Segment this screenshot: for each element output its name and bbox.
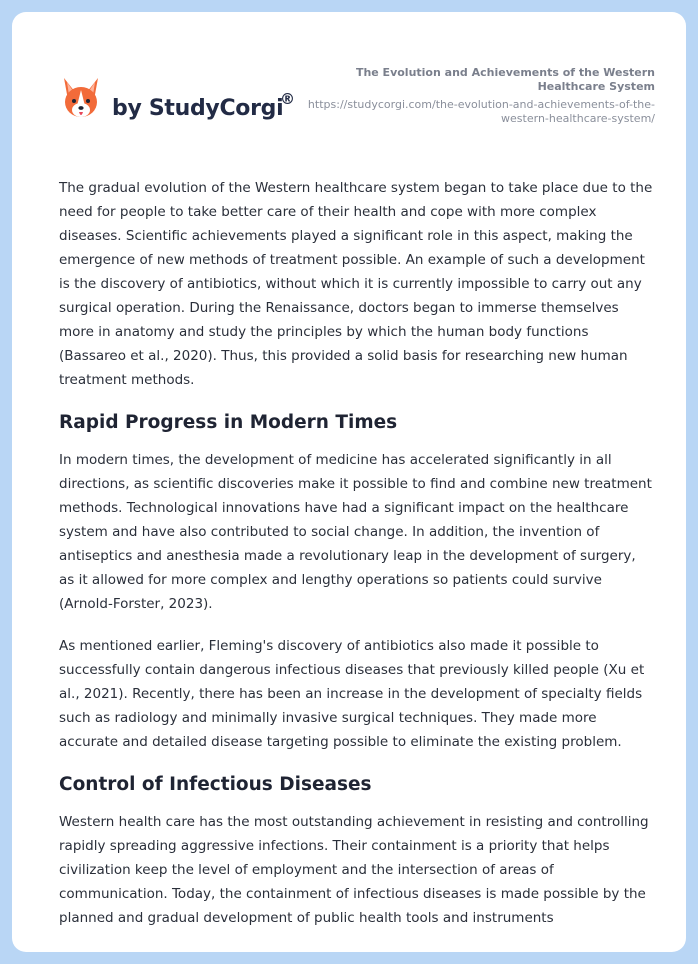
intro-paragraph: The gradual evolution of the Western healthcare system began to take place due to the need for people to take better care of their health and cope with more complex diseases. Scientific achievements played a significant role in this aspect, making the emergence of new methods of treatment possible. An example of such a development is the discovery of antibiotics, without which it is currently impossible to carry out any surgical operation. During the Renaissance, doctors began to immerse themselves more in anatomy and study the principles by which the human body functions (Bassareo et al., 2020). Thus, this provided a solid basis for researching new human treatment methods. [59,180,653,388]
section2-paragraph-1: Western health care has the most outstanding achievement in resisting and controlling rapidly spreading aggressive infections. Their containment is a priority that helps civilization keep the level of employment and the intersection of areas of communication. Today, the containment of infectious diseases is made possible by the planned and gradual development of public health tools and instruments [59,814,649,926]
document-title: The Evolution and Achievements of the Western Healthcare System [355,66,655,93]
section1-paragraph-2: As mentioned earlier, Fleming's discovery of antibiotics also made it possible to successfully contain dangerous infectious diseases that previously killed people (Xu et al., 2021). Recently, there has been an increase in the development of specialty fields such as radiology and minimally invasive surgical techniques. They made more accurate and detailed disease targeting possible to eliminate the existing problem. [59,638,645,750]
document-page [12,12,686,952]
section-heading-rapid-progress: Rapid Progress in Modern Times [59,412,398,433]
registered-mark: ® [280,90,295,108]
page-header [12,12,686,162]
section-heading-infectious-diseases: Control of Infectious Diseases [59,774,372,795]
document-url[interactable]: https://studycorgi.com/the-evolution-and-achievements-of-the-western-healthcare-system/ [307,98,655,125]
section1-paragraph-1: In modern times, the development of medicine has accelerated significantly in all directions, as scientific discoveries make it possible to find and combine new treatment methods. Technological innovations have had a significant impact on the healthcare system and have also contributed to social change. In addition, the invention of antiseptics and anesthesia made a revolutionary leap in the development of surgery, as it allowed for more complex and lengthy operations so patients could survive (Arnold-Forster, 2023). [59,452,652,612]
article-body [59,176,653,948]
document-meta [295,66,655,126]
corgi-icon [60,76,102,124]
logo-text: by StudyCorgi [112,96,284,121]
